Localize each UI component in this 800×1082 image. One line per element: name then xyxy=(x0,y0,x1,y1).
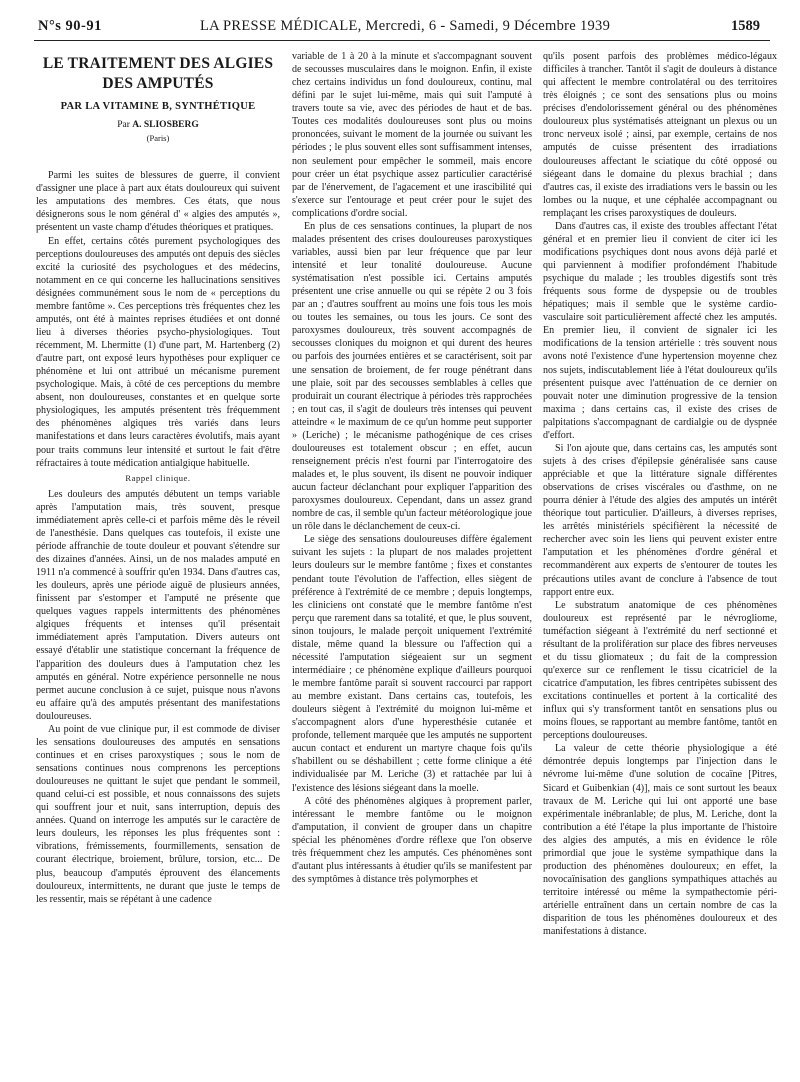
column-3 xyxy=(543,50,777,938)
journal-title-date: LA PRESSE MÉDICALE, Mercredi, 6 - Samedi, 9 Décembre 1939 xyxy=(200,18,611,34)
article-title-line-1: LE TRAITEMENT DES ALGIES xyxy=(42,55,274,72)
paragraph: En plus de ces sensations continues, la plupart de nos malades présentent des crises douloureuses paroxystiques variables, aussi bien par leur fréquence que par leur intensité et leur tonalité douloureuse. Aucune systématisation n'est possible ici. Certains amputés présentent une crise annuelle ou qui se répète 2 ou 3 fois par an ; d'autres souffrent au moins une fois tous les mois ou toutes les semaines, ou tous les jours. Ce sont des paroxysmes douloureux, très souvent accompagnés de secousses cloniques du moignon et qui durent des heures ou parfois des journées entières et se caractérisent, soit par une sensation de broiement, de fer rouge pénétrant dans une plaie, soit par des secousses semblables à celles que produirait un courant électrique à périodes très rapprochées ; en tout cas, il s'agit de douleurs très intenses qui peuvent atteindre « le maximum de ce qu'un homme peut supporter » (Leriche) ; le mécanisme pathogénique de ces crises douloureuses est totalement obscur ; en effet, aucun renseignement précis n'est fourni par l'interrogatoire des malades et, le plus souvent, ils disent ne pouvoir indiquer aucun facteur déclanchant pour expliquer l'apparition des paroxysmes douloureux. Cependant, dans un assez grand nombre de cas, il semble qu'un facteur météorologique joue un rôle dans le déclanchement de ceux-ci. xyxy=(292,220,532,533)
author-city: (Paris) xyxy=(146,133,170,144)
column-2 xyxy=(292,50,532,886)
paragraph: Le substratum anatomique de ces phénomènes douloureux est représenté par le névrogliome, tuméfaction siégeant à l'extrémité du nerf sectionné et résultant de la prolifération sur place des fibres nerveuses et du tissu gliomateux ; du fait de la compression qu'exerce sur ce renflement le tissu cicatriciel de la cicatrice d'amputation, les fibres centripètes subissent des excitations continuelles et portent à la corticalité des influx qui s'y transforment tantôt en sensations plus ou moins floues, se rapportant au membre fantôme, tantôt en perceptions douloureuses. xyxy=(543,599,777,742)
article-title xyxy=(36,54,280,94)
paragraph: Parmi les suites de blessures de guerre, il convient d'assigner une place à part aux états douloureux qui suivent les amputations des membres. Ces états, que nous désignerons sous le nom général d' « algies des amputés », présentent un vaste champ d'études théoriques et pratiques. xyxy=(36,170,280,234)
article-subtitle: PAR LA VITAMINE B, SYNTHÉTIQUE xyxy=(60,101,256,112)
author-name: A. SLIOSBERG xyxy=(132,120,199,131)
section-heading: Rappel clinique. xyxy=(125,472,191,483)
paragraph: Dans d'autres cas, il existe des troubles affectant l'état général et en premier lieu il convient de citer ici les modifications psychiques dont nous avons déjà parlé et qui parviennent à modifier profondément l'habitude psychique du malade ; les troubles digestifs sont très fréquents sous forme de dyspepsie ou de troubles hépatiques; mais il semble que le système cardio-vasculaire soit particulièrement affecté chez les amputés. En premier lieu, il convient de signaler ici les modifications de la tension artérielle : très souvent nous avons noté l'existence d'une hypertension moyenne chez nos sujets, indiscutablement liée à l'état douloureux qu'ils présentent puisque avec l'atténuation de ce dernier on pouvait noter une diminution progressive de la tension maxima ; dans certains cas, il existe des crises de palpitations s'accompagnant de cardialgie ou de dyspnée d'effort. xyxy=(543,220,777,441)
running-header xyxy=(30,14,770,40)
paragraph: Le siège des sensations douloureuses diffère également suivant les sujets : la plupart de nos malades projettent leurs douleurs sur le membre fantôme ; fixes et constantes pendant toute l'évolution de l'affection, elles siègent de préférence à l'extrémité de ce membre ; depuis longtemps, les cliniciens ont constaté que le membre fantôme n'est perçu que rarement dans sa totalité, et que, le plus souvent, sinon toujours, le malade perçoit uniquement l'extrémité distale, même quand la blessure ou l'affection qui a nécessité l'amputation siégeaient sur un segment intermédiaire ; ce phénomène explique d'ailleurs pourquoi le membre fantôme paraît si souvent raccourci par rapport au membre existant. Dans certains cas, toutefois, les douleurs siègent à l'extrémité du moignon lui-même et s'accompagnent alors d'une hyperesthésie cutanée et profonde, tellement marquée que les amputés ne supportent aucun contact et endurent un martyre chaque fois qu'ils s'habillent ou se déshabillent ; cette forme clinique a été individualisée par M. Leriche (3) et rattachée par lui à l'existence des lésions siégeant dans la moelle. xyxy=(292,534,532,794)
column-1 xyxy=(36,50,280,906)
paragraph: En effet, certains côtés purement psychologiques des perceptions douloureuses des amputés ont depuis des siècles excité la curiosité des psychologues et des médecins, notamment en ce qui concerne les hallucinations sensitives désignées communément sous le nom de « perceptions du membre fantôme ». Ces perceptions très fréquentes chez les amputés, ont été à maintes reprises étudiées et ont donné lieu à diverses théories psycho-physiologiques. Tout récemment, M. Lhermitte (1) d'une part, M. Hartenberg (2) d'autre part, ont exposé leurs hypothèses pour expliquer ce phénomène et lui ont attribué un mécanisme purement psychologique. Mais, à côté de ces perceptions du membre absent, non douloureuses, constantes et en quelque sorte physiologiques, les amputés présentent très fréquemment des phénomènes algiques très variés dans leurs manifestations et dans leurs caractères évolutifs, mais ayant pour traits communs leur intensité et surtout le fait d'être réfractaires à toute médication antialgique habituelle. xyxy=(36,235,280,469)
paragraph: La valeur de cette théorie physiologique a été démontrée depuis longtemps par l'injection dans le névrome lui-même d'une solution de cocaïne [Pitres, Sicard et Guibenkian (4)], mais ce sont surtout les beaux travaux de M. Leriche qui lui ont apporté une base expérimentale inébranlable; de plus, M. Leriche, dont la contribution a été l'étape la plus importante de l'histoire des algies des amputés, a mis en évidence le rôle primordial que joue le système sympathique dans la production des phénomènes douloureux; en effet, la novocaïnisation des ganglions sympathiques attachés au territoire intéressé ou même la sympathectomie péri-artérielle entraînent dans un certain nombre de cas la disparition de tous les phénomènes douloureux et des manifestations à distance. xyxy=(543,743,777,938)
paragraph: variable de 1 à 20 à la minute et s'accompagnant souvent de secousses musculaires dans le moignon. Enfin, il existe chez certains individus un fond douloureux, continu, mal défini par le sujet lui-même, mais qui suit l'amputé à travers toute sa vie, avec des périodes de haut et de bas. Toutes ces modalités douloureuses sont plus ou moins prononcées, suivant le moment de la journée ou suivant les périodes ; le plus souvent elles sont suffisamment intenses, non seulement pour empêcher le sommeil, mais encore pour créer un état psychique assez particulier caractérisé par de l'énervement, de l'agacement et une irascibilité qui s'exerce sur l'entourage et peut créer pour le sujet des complications d'ordre social. xyxy=(292,51,532,219)
paragraph: Si l'on ajoute que, dans certains cas, les amputés sont sujets à des crises d'épilepsie généralisée sans cause appréciable et que la littérature signale différentes observations de crises viscérales ou d'asthme, on ne pourra dénier à l'étude des algies des amputés un intérêt théorique tout particulier. D'ailleurs, à diverses reprises, les arrêtés ministériels spécifièrent la nécessité de rechercher avec soin les liens qui peuvent exister entre l'amputation et les phénomènes d'ordre général et recommandèrent aux experts de s'entourer de toutes les précautions utiles avant de conclure à l'absence de tout rapport entre eux. xyxy=(543,442,777,598)
paragraph: A côté des phénomènes algiques à proprement parler, intéressant le membre fantôme ou le moignon d'amputation, il convient de grouper dans un chapitre spécial les phénomènes d'ordre réflexe que l'on observe très fréquemment chez les amputés. Ces phénomènes sont d'autant plus intéressants à étudier qu'ils se manifestent par des symptômes à distance très polymorphes et xyxy=(292,795,532,885)
paragraph: Les douleurs des amputés débutent un temps variable après l'amputation mais, très souvent, presque immédiatement après celle-ci et parfois même dès le réveil de l'anesthésie. Dans quelques cas toutefois, il existe une période affranchie de toute douleur et pouvant s'étendre sur des dizaines d'années. Ainsi, un de nos malades amputé en 1911 n'a commencé à souffrir qu'en 1934. Dans d'autres cas, les douleurs, après une période aiguë de plusieurs années, finissent par s'estomper et l'amputé ne présente que quelques vagues rappels intermittents des phénomènes algiques fréquents et intenses qu'il présentait immédiatement après l'amputation. Divers auteurs ont essayé d'établir une statistique concernant la fréquence de l'apparition des douleurs dues à l'amputation chez les amputés en général. Notre expérience personnelle ne nous permet aucune conclusion à ce sujet, puisque nous n'avons eu affaire qu'à des amputés présentant des manifestations douloureuses. xyxy=(36,488,280,722)
article-title-line-2: DES AMPUTÉS xyxy=(102,75,214,92)
paragraph: Au point de vue clinique pur, il est commode de diviser les sensations douloureuses des amputés en sensations continues et en crises paroxystiques ; sous le nom de sensations continues nous comprenons les perceptions douloureuses ne quittant le sujet que pendant le sommeil, quand celui-ci est possible, et nous connaissons des sujets qui souffrent jour et nuit, sans interruption, depuis des années. Quand on interroge les amputés sur le caractère de leurs douleurs, les réponses les plus fréquentes sont : vibrations, frémissements, fourmillements, sensation de courant électrique, broiement, brûlure, torsion, etc... De plus, beaucoup d'amputés éprouvent des élancements douloureux, intermittents, ne durant que juste le temps de les ressentir, mais se répétant à une cadence xyxy=(36,723,280,905)
issue-number: N°s 90-91 xyxy=(38,18,102,34)
header-rule xyxy=(34,40,770,41)
author-prefix: Par xyxy=(117,120,130,131)
page-number: 1589 xyxy=(731,18,760,34)
author-line xyxy=(36,119,280,132)
paragraph: qu'ils posent parfois des problèmes médico-légaux difficiles à trancher. Tantôt il s'agit de douleurs à distance qui affectent le membre controlatéral ou des territoires très éloignés ; ce sont des sensations plus ou moins précises d'endolorissement général ou des phénomènes douloureux plus systématisés atteignant un plexus ou un tronc nerveux isolé ; ainsi, par exemple, certains de nos amputés de cuisse présentent des irradiations douloureuses affectant le sciatique du côté opposé ou siégeant dans le domaine du plexus brachial ; dans d'autres cas, il existe des irradiations vers le bassin ou les lombes ou la nuque, et une céphalée accompagnant ou remplaçant les crises paroxystiques de douleurs. xyxy=(543,51,777,219)
